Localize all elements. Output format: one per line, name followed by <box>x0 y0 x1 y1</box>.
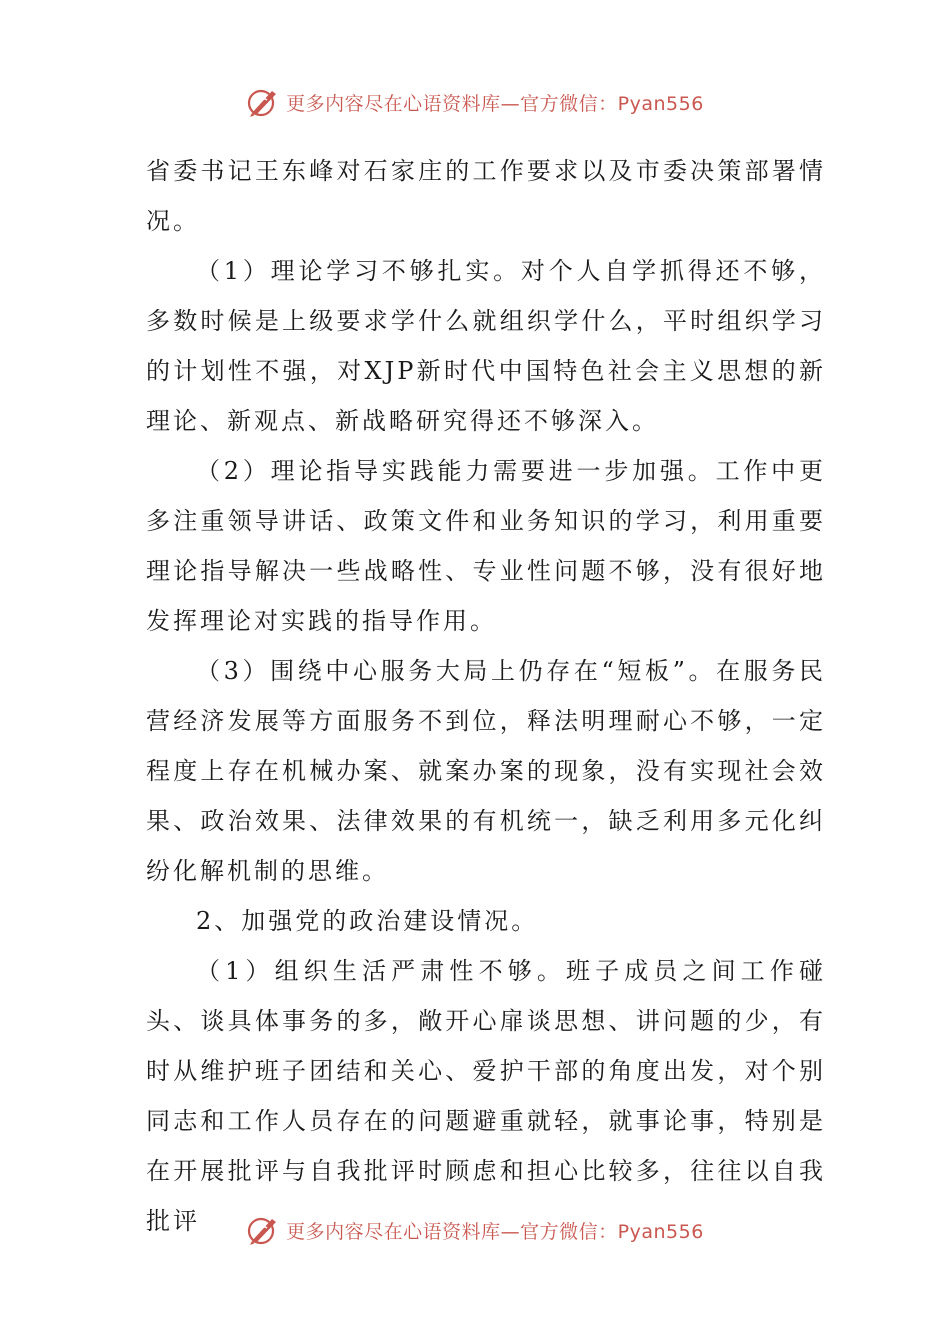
paragraph-service-shortcomings: （3）围绕中心服务大局上仍存在“短板”。在服务民营经济发展等方面服务不到位，释法明理耐心不够，一定程度上存在机械办案、就案办案的现象，没有实现社会效果、政治效果、法律效果的有机统一，缺乏利用多元化纠纷化解机制的思维。 <box>146 657 826 885</box>
header-banner-text: 更多内容尽在心语资料库—官方微信：Pyan556 <box>286 92 704 115</box>
document-body <box>146 146 826 1246</box>
section-heading-political-building: 2、加强党的政治建设情况。 <box>196 907 539 935</box>
paragraph-organizational-life: （1）组织生活严肃性不够。班子成员之间工作碰头、谈具体事务的多，敞开心扉谈思想、讲问题的少，有时从维护班子团结和关心、爱护干部的角度出发，对个别同志和工作人员存在的问题避重就轻，就事论事，特别是在开展批评与自我批评时顾虑和担心比较多，往往以自我批评 <box>146 957 826 1235</box>
paragraph-continuation: 省委书记王东峰对石家庄的工作要求以及市委决策部署情况。 <box>146 157 826 235</box>
pen-logo-icon <box>246 85 280 119</box>
paragraph-theory-practice: （2）理论指导实践能力需要进一步加强。工作中更多注重领导讲话、政策文件和业务知识的学习，利用重要理论指导解决一些战略性、专业性问题不够，没有很好地发挥理论对实践的指导作用。 <box>146 457 826 635</box>
footer-banner-text: 更多内容尽在心语资料库—官方微信：Pyan556 <box>286 1220 704 1243</box>
footer-banner <box>0 1208 950 1252</box>
pen-logo-icon <box>246 1213 280 1247</box>
paragraph-theory-study: （1）理论学习不够扎实。对个人自学抓得还不够，多数时候是上级要求学什么就组织学什么，平时组织学习的计划性不强，对XJP新时代中国特色社会主义思想的新理论、新观点、新战略研究得还不够深入。 <box>146 257 826 435</box>
header-banner <box>0 80 950 124</box>
